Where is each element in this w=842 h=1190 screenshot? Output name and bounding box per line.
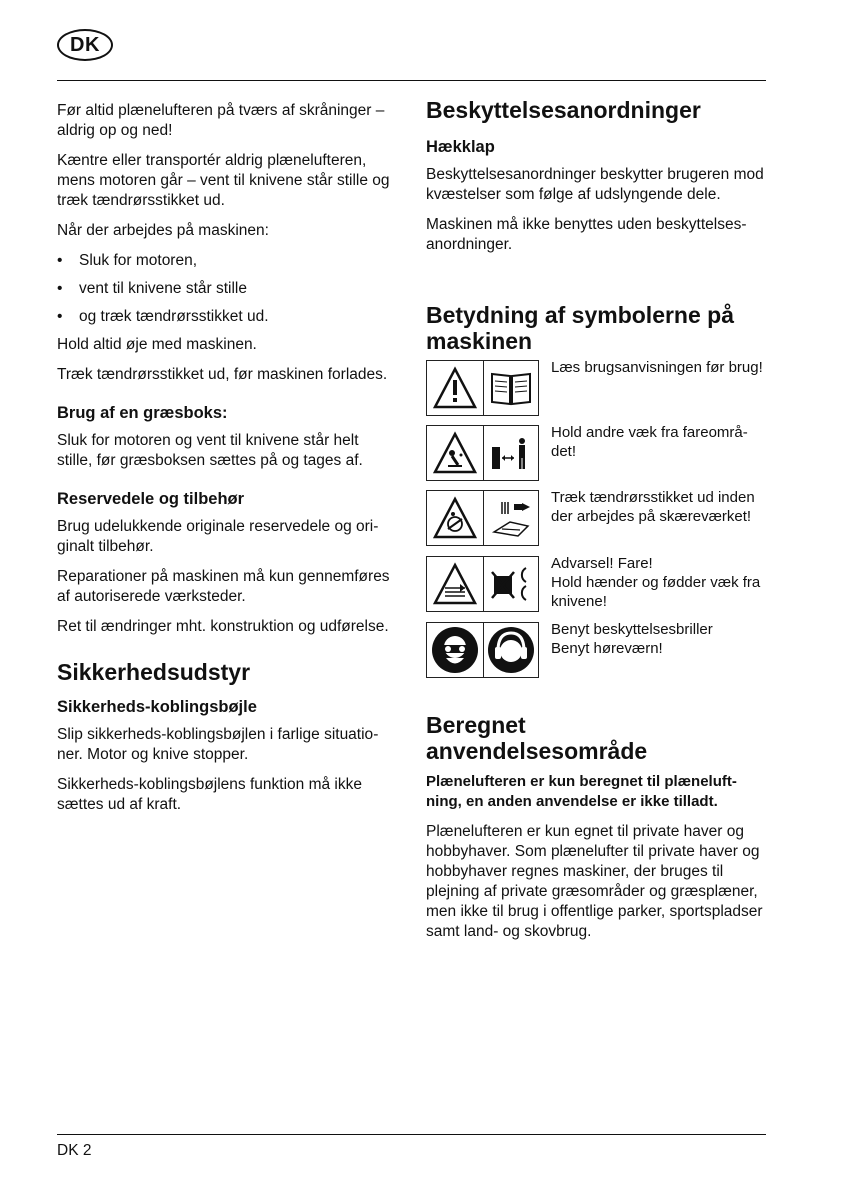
symbol-box (426, 425, 539, 481)
symbol-row (426, 622, 766, 680)
paragraph: Plænelufteren er kun egnet til private haver og hobbyhaver. Som plænelufter til private haver og hobbyhaver regnes maskiner, der bruges til plejning af private græsområder og græsplæner, men ikke til brug i offentlige parker, sportspladser samt land- og skovbrug. (426, 823, 763, 940)
section-heading-grass-box: Brug af en græsboks: (57, 404, 228, 422)
paragraph: Slip sikkerheds-koblingsbøjlen i farlige situationer. Motor og knive stopper. (57, 726, 379, 763)
paragraph: Beskyttelsesanordninger beskytter brugeren mod kvæstelser som følge af udslyngende dele. (426, 166, 764, 203)
symbol-text-line: Benyt beskyttelsesbriller (551, 621, 713, 638)
blade-warning-icon (427, 491, 483, 545)
symbol-box (426, 622, 539, 678)
list-item: • vent til knivene står stille (57, 280, 247, 297)
language-badge (57, 29, 113, 61)
symbol-description (551, 620, 766, 658)
list-item: • og træk tændrørsstikket ud. (57, 308, 269, 325)
paragraph: Brug udelukkende originale reservedele og originalt tilbehør. (57, 518, 379, 555)
warning-triangle-icon (427, 361, 483, 415)
left-column (57, 101, 397, 825)
language-badge-label: DK (70, 33, 100, 56)
bullet-list (57, 251, 397, 327)
header-rule (57, 80, 766, 81)
symbol-box (426, 490, 539, 546)
symbol-row (426, 490, 766, 548)
symbol-description (551, 358, 766, 377)
symbol-text-line: Hold hænder og fødder væk fra knivene! (551, 574, 761, 610)
section-title-symbols: Betydning af symbolerne på maskinen (426, 302, 735, 354)
section-title-protection: Beskyttelsesanordninger (426, 97, 701, 123)
footer-rule (57, 1134, 766, 1135)
section-title-intended-use: Beregnet anvendelsesområde (426, 712, 648, 764)
symbol-row (426, 425, 766, 483)
symbol-text-line: Træk tændrørsstikket ud inden der arbejdes på skæreværket! (551, 489, 755, 525)
paragraph-bold: Plænelufteren er kun beregnet til plæneluftning, en anden anvendelse er ikke tilladt. (426, 773, 737, 810)
symbol-text-line: Hold andre væk fra fareområdet! (551, 424, 748, 460)
symbol-text-line: Benyt høreværn! (551, 640, 663, 657)
keep-distance-icon (483, 426, 539, 480)
symbol-description (551, 488, 766, 526)
section-heading-spare-parts: Reservedele og tilbehør (57, 490, 245, 508)
safety-goggles-icon (427, 623, 483, 677)
symbol-box (426, 556, 539, 612)
flying-debris-warning-icon (427, 426, 483, 480)
paragraph: Sikkerheds-koblingsbøjlens funktion må ikke sættes ud af kraft. (57, 776, 362, 813)
paragraph: Reparationer på maskinen må kun gennemføres af autoriserede værksteder. (57, 568, 390, 605)
hand-foot-blade-warning-icon (427, 557, 483, 611)
spark-plug-icon (483, 491, 539, 545)
paragraph: Ret til ændringer mht. konstruktion og udførelse. (57, 618, 389, 635)
manual-book-icon (483, 361, 539, 415)
paragraph: Hold altid øje med maskinen. (57, 336, 257, 353)
paragraph: Maskinen må ikke benyttes uden beskyttelsesanordninger. (426, 216, 747, 253)
section-heading-hedge-flap: Hækklap (426, 138, 495, 156)
symbol-text-line: Læs brugsanvisningen før brug! (551, 359, 763, 376)
paragraph: Før altid plænelufteren på tværs af skråninger – aldrig op og ned! (57, 102, 385, 139)
right-column-top (426, 97, 766, 265)
symbol-description (551, 423, 766, 461)
paragraph: Sluk for motoren og vent til knivene står helt stille, før græsboksen sættes på og tages af. (57, 432, 363, 469)
paragraph: Kæntre eller transportér aldrig plænelufteren, mens motoren går – vent til knivene står stille og træk tændrørsstikket ud. (57, 152, 390, 209)
symbol-row (426, 360, 766, 418)
paragraph: Når der arbejdes på maskinen: (57, 222, 269, 239)
symbol-description (551, 554, 766, 611)
paragraph: Træk tændrørsstikket ud, før maskinen forlades. (57, 366, 388, 383)
no-hands-feet-icon (483, 557, 539, 611)
section-title-safety-equipment: Sikkerhedsudstyr (57, 659, 251, 685)
symbol-row (426, 556, 766, 614)
ear-protection-icon (483, 623, 539, 677)
symbol-box (426, 360, 539, 416)
section-heading-safety-bar: Sikkerheds-koblingsbøjle (57, 698, 257, 716)
page-number: DK 2 (57, 1142, 92, 1159)
list-item: • Sluk for motoren, (57, 252, 198, 269)
symbol-text-line: Advarsel! Fare! (551, 555, 653, 572)
intended-use-section (426, 712, 766, 952)
